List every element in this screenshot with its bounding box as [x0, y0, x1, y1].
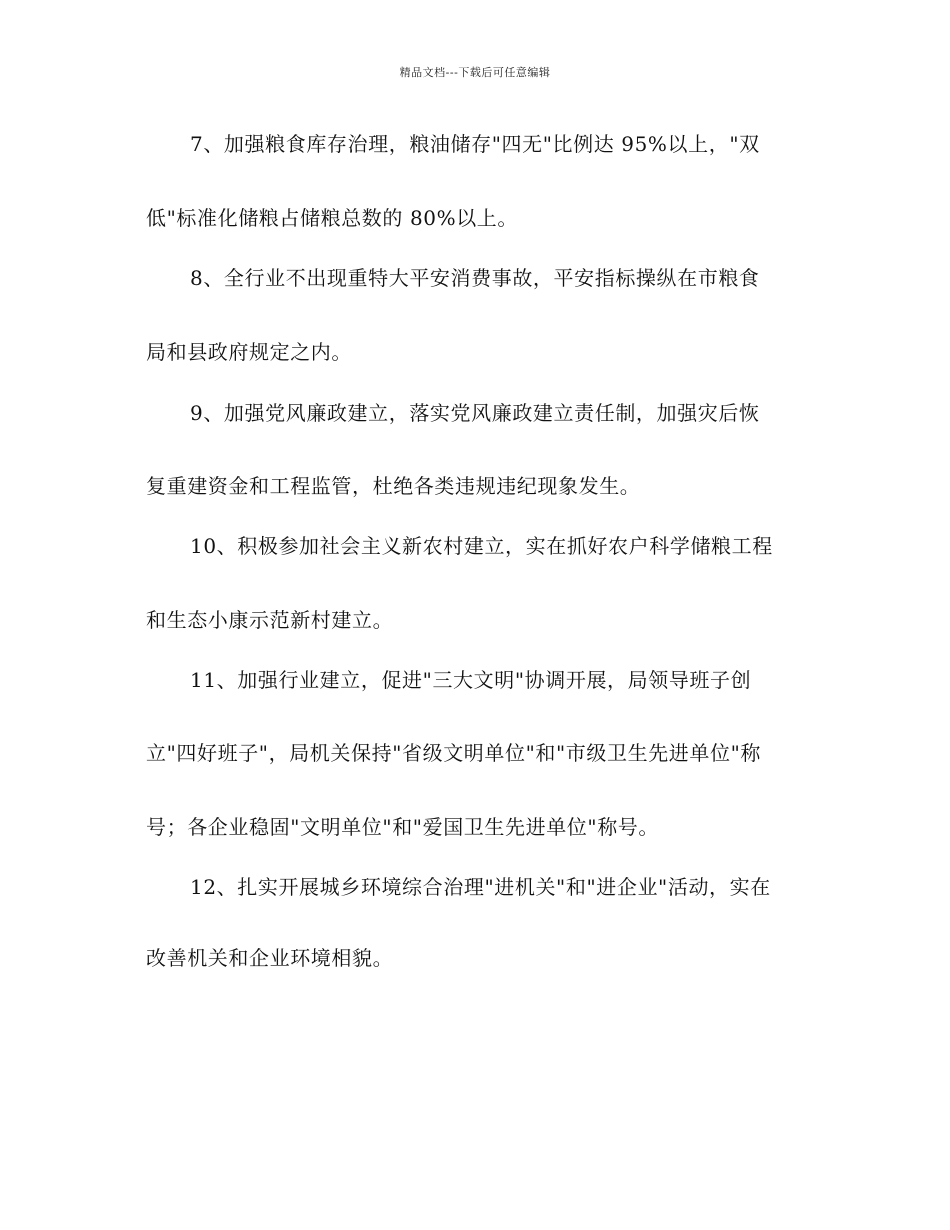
paragraph-7-line-2: 低"标准化储粮占储粮总数的 80%以上。	[146, 206, 519, 230]
paragraph-11-line-1: 11、加强行业建立，促进"三大文明"协调开展，局领导班子创	[190, 668, 752, 692]
paragraph-12-line-2: 改善机关和企业环境相貌。	[146, 946, 394, 970]
paragraph-9-line-2: 复重建资金和工程监管，杜绝各类违规违纪现象发生。	[146, 474, 641, 498]
paragraph-8-line-1: 8、全行业不出现重特大平安消费事故，平安指标操纵在市粮食	[190, 266, 760, 290]
paragraph-11-line-3: 号；各企业稳固"文明单位"和"爱国卫生先进单位"称号。	[146, 815, 659, 839]
paragraph-10-line-2: 和生态小康示范新村建立。	[146, 608, 394, 632]
page-header: 精品文档---下载后可任意编辑	[399, 66, 551, 79]
paragraph-7-line-1: 7、加强粮食库存治理，粮油储存"四无"比例达 95%以上，"双	[190, 132, 760, 156]
paragraph-11-line-2: 立"四好班子"，局机关保持"省级文明单位"和"市级卫生先进单位"称	[146, 741, 761, 765]
paragraph-12-line-1: 12、扎实开展城乡环境综合治理"进机关"和"进企业"活动，实在	[190, 875, 771, 899]
paragraph-9-line-1: 9、加强党风廉政建立，落实党风廉政建立责任制，加强灾后恢	[190, 401, 760, 425]
paragraph-8-line-2: 局和县政府规定之内。	[146, 340, 352, 364]
paragraph-10-line-1: 10、积极参加社会主义新农村建立，实在抓好农户科学储粮工程	[190, 534, 773, 558]
